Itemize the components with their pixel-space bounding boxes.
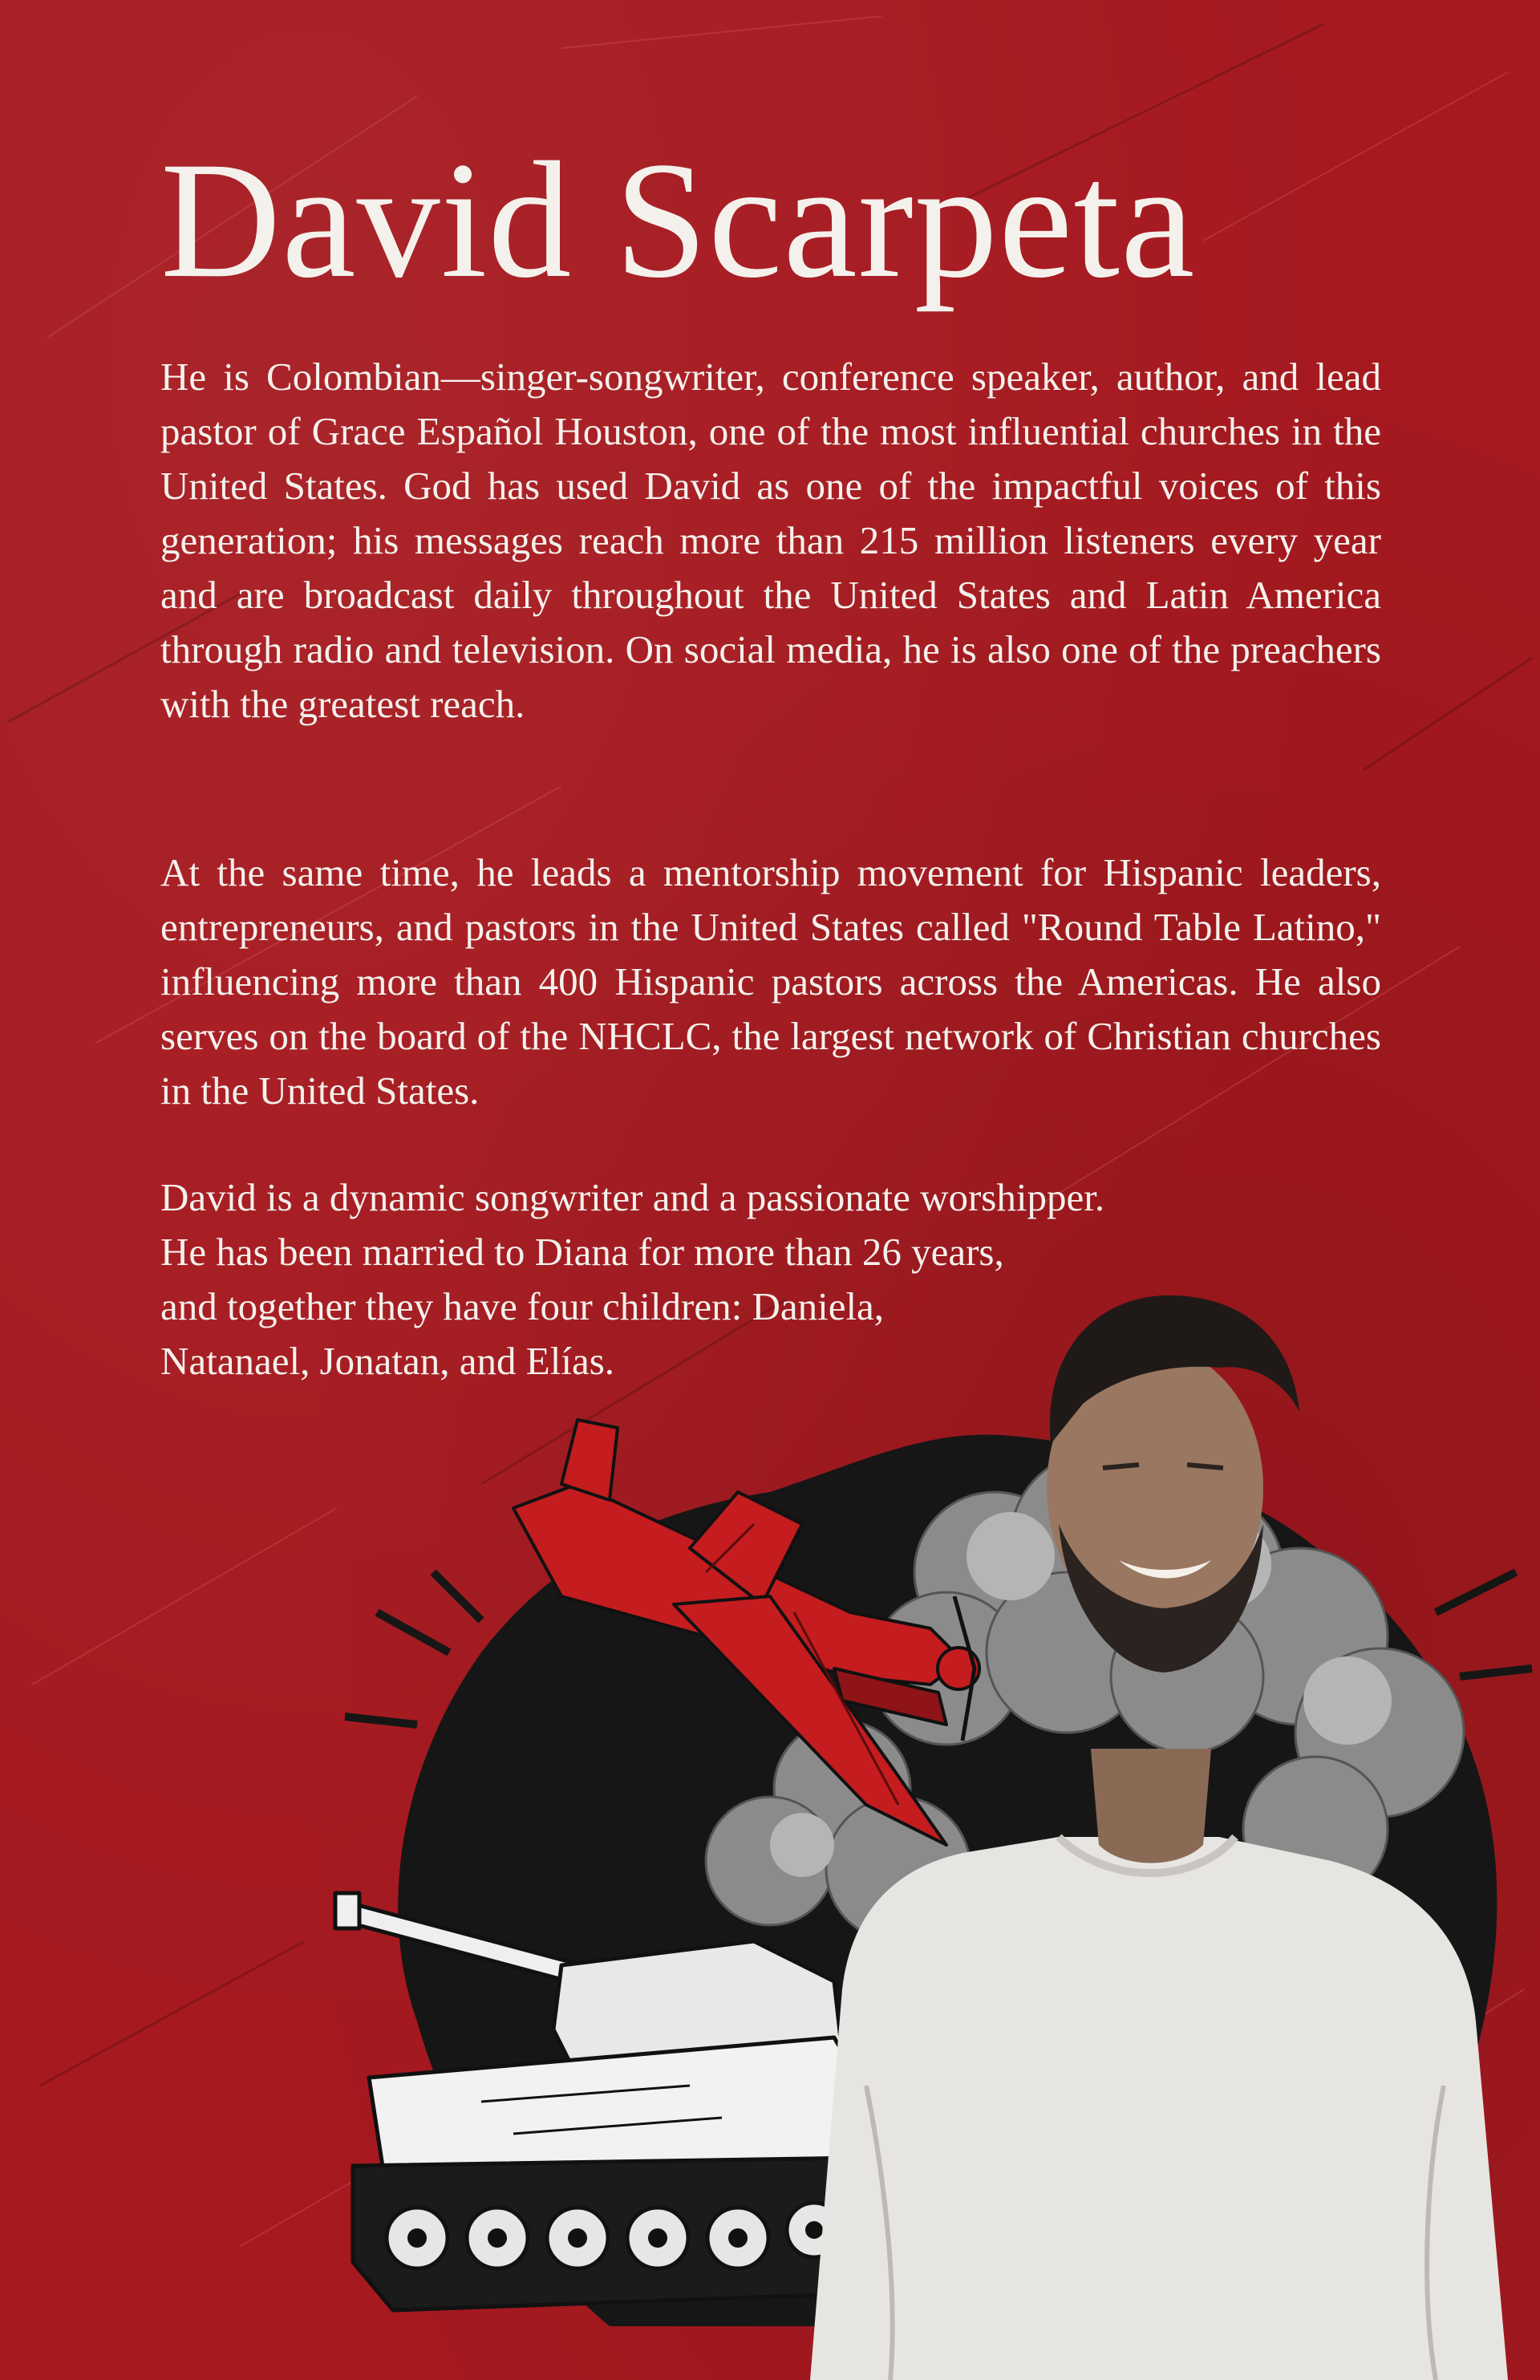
bio-paragraph-3-line: He has been married to Diana for more than 26 years, [160, 1230, 1004, 1274]
bio-paragraph-3-line: and together they have four children: Daniela, [160, 1284, 885, 1328]
bio-paragraph-1: He is Colombian—singer-songwriter, conference speaker, author, and lead pastor of Grace Español Houston, one of the most influential churches in the United States. God has used David as one of the impactful voices of this generation; his messages reach more than 215 million listeners every year and are broadcast daily throughout the United States and Latin America through radio and television. On social media, he is also one of the preachers with the greatest reach. [160, 355, 1381, 726]
bio-paragraph-3-line: Natanael, Jonatan, and Elías. [160, 1339, 615, 1383]
page-title: David Scarpeta [160, 128, 1196, 312]
bio-paragraph-3-line: David is a dynamic songwriter and a passionate worshipper. [160, 1175, 1105, 1219]
bio-paragraph-2: At the same time, he leads a mentorship movement for Hispanic leaders, entrepreneurs, and pastors in the United States called "Round Table Latino," influencing more than 400 Hispanic pastors across the Americas. He also serves on the board of the NHCLC, the largest network of Christian churches in the United States. [160, 850, 1381, 1113]
illustration [0, 1283, 1540, 2380]
